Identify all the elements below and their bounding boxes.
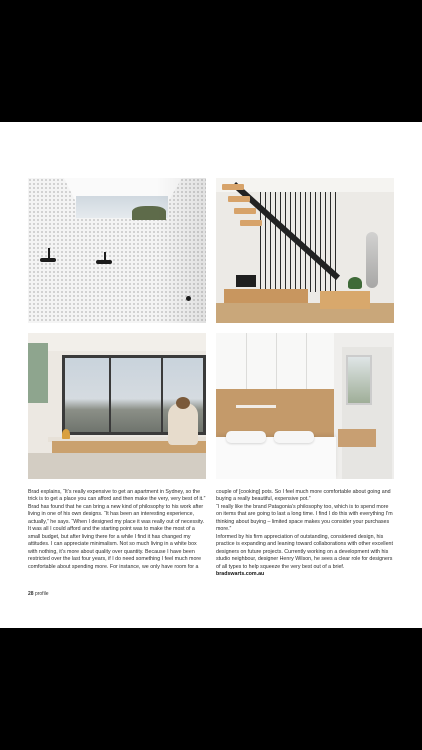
person-walking [366,232,378,288]
bedroom-photo [216,333,394,479]
page-number: 28 [28,591,34,597]
article-column-right [216,489,394,578]
pillow [226,431,266,443]
television [236,275,256,287]
person-head [176,397,190,409]
window-mullion [109,358,111,432]
pot-plant [348,277,362,289]
green-wall [28,343,48,403]
page-folio [28,591,49,597]
bathroom-window [346,355,372,405]
shower-arm-right [104,252,106,260]
pillow [274,431,314,443]
magazine-page [0,122,422,628]
shower-photo [28,178,206,323]
shower-head-right [96,260,112,264]
staircase-photo [216,178,394,323]
stair-step [222,184,244,190]
overhead-cabinets [216,333,334,389]
timber-bedhead-niche [216,389,334,437]
window-mullion [161,358,163,432]
cabinet-seam [276,333,277,389]
vanity [338,429,376,447]
person-seated [168,403,198,445]
shower-arm-left [48,248,50,258]
section-name: profile [34,591,49,597]
article-column-left [28,489,206,571]
window-bench-photo [28,333,206,479]
timber-platform [320,291,370,309]
shower-tap [186,296,191,301]
niche-shelf [236,405,276,408]
stair-step [240,220,262,226]
cabinet-seam [246,333,247,389]
shower-head-left [40,258,56,262]
ceiling [28,333,206,351]
bed [216,437,336,479]
website-link[interactable]: bradswarts.com.au [216,570,265,577]
floor [28,453,206,479]
wall-shade [156,178,206,323]
article-paragraph: Informed by his firm appreciation of outstanding, considered design, his practice is expanding and leaning toward collaborations with other excellent designers on future projects. Currently working on a development with his studio neighbour, designer Henry Wilson, he sees a clear role for designers of all types to help squeeze the very best out of a brief. [216,533,393,570]
cabinet-seam [306,333,307,389]
stair-step [228,196,250,202]
article-paragraph: couple of [cooking] pots. So I feel much more comfortable about going and buying a really beautiful, expensive pot.” [216,489,391,503]
article-paragraph: Brad has found that he can bring a new kind of philosophy to his work after living in one of his own designs. “It has been an interesting experience, actually,” he says. “When I designed my place it was really out of necessity. It was all I could afford and the starting point was to make the most of a small budget, but after living there for a while I find it has changed my attitudes. I can appreciate minimalism. Not so much living in a white box with nothing, it’s more about quality over quantity. Because I have been restricted over the last four years, if I do need something I feel much more comfortable about spending more. For instance, we only have room for a [28,503,205,570]
stair-step [234,208,256,214]
article-paragraph: Brad explains, “It’s really expensive to get an apartment in Sydney, so the trick is to get a place you can afford and then make the very, very best of it.” [28,489,206,503]
tv-console [224,289,308,303]
article-paragraph: “I really like the brand Patagonia’s philosophy too, which is to spend more on items that are going to last a long time. I find I do this with everything I’m thinking about buying – limited space makes you consider your purchases more.” [216,503,393,533]
lamp [62,429,70,439]
